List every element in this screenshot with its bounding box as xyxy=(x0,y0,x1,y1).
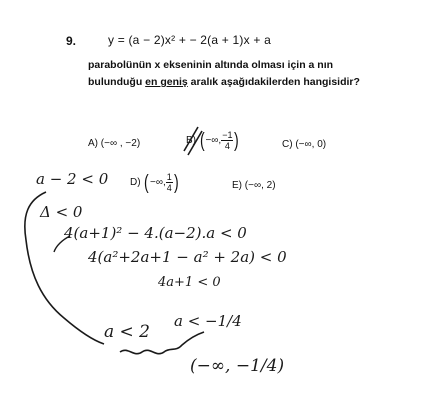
question-stem xyxy=(88,57,388,91)
stem-text-1: parabolünün x ekseninin altında olması için a nın bulunduğu xyxy=(88,59,334,88)
option-e-label: E) xyxy=(232,180,242,191)
handwritten-line-8: (−∞, −1/4) xyxy=(190,356,285,376)
option-d-label: D) xyxy=(130,177,141,188)
handwritten-line-1: a − 2 < 0 xyxy=(36,170,109,188)
handwritten-line-3: 4(a+1)² − 4.(a−2).a < 0 xyxy=(64,224,247,242)
handwritten-line-7: a < 2 xyxy=(104,322,151,342)
option-a-label: A) xyxy=(88,138,98,149)
option-b-den: 4 xyxy=(224,141,230,151)
option-d[interactable] xyxy=(130,172,179,193)
option-d-left: −∞, xyxy=(150,177,166,188)
option-c-label: C) xyxy=(282,139,293,150)
open-paren: ( xyxy=(144,171,150,194)
option-a[interactable] xyxy=(88,138,140,149)
option-b-num: −1 xyxy=(222,130,233,140)
option-c[interactable] xyxy=(282,139,326,150)
handwritten-line-5: 4a+1 < 0 xyxy=(158,275,221,290)
option-b[interactable] xyxy=(186,130,240,151)
handwritten-line-4: 4(a²+2a+1 − a² + 2a) < 0 xyxy=(88,248,287,266)
option-b-left: −∞, xyxy=(205,135,222,146)
close-paren: ) xyxy=(173,171,179,194)
stem-text-2: aralık aşağıdakilerden hangisidir? xyxy=(187,76,360,88)
option-d-num: 1 xyxy=(166,172,172,182)
option-e[interactable] xyxy=(232,180,276,191)
option-b-label: B) xyxy=(186,135,196,146)
close-paren: ) xyxy=(234,129,240,152)
handwritten-line-2: Δ < 0 xyxy=(40,203,83,221)
option-d-fraction xyxy=(166,172,173,193)
option-d-den: 4 xyxy=(166,183,172,193)
open-paren: ( xyxy=(199,129,205,152)
option-b-fraction xyxy=(221,130,233,151)
handwritten-line-6: a < −1/4 xyxy=(174,312,242,330)
stem-underlined: en geniş xyxy=(145,76,188,88)
question-number: 9. xyxy=(66,34,77,48)
option-c-text: (−∞, 0) xyxy=(295,139,327,150)
option-a-text: (−∞ , −2) xyxy=(100,138,141,149)
question-equation: y = (a − 2)x² + − 2(a + 1)x + a xyxy=(108,33,271,47)
option-e-text: (−∞, 2) xyxy=(244,180,276,191)
